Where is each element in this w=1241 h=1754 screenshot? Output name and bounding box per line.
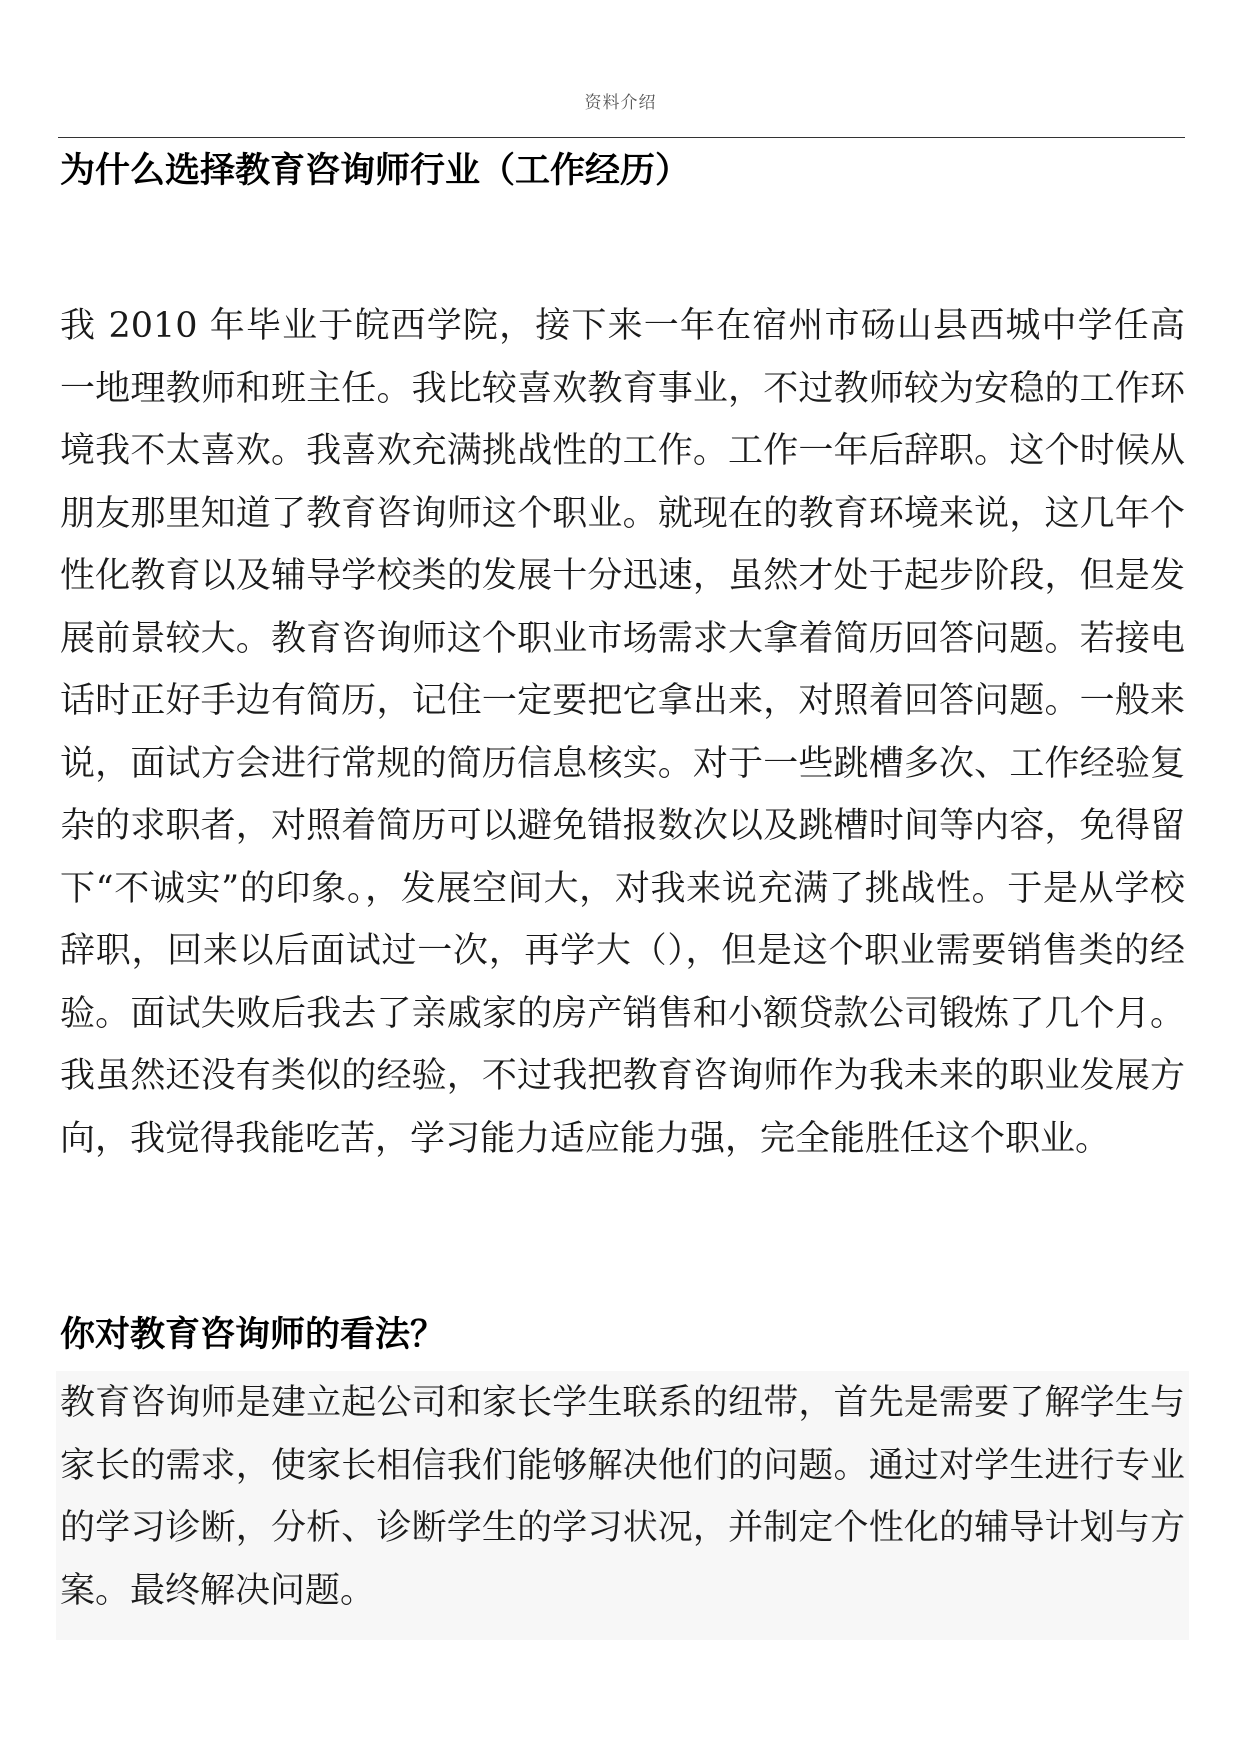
section-heading: 你对教育咨询师的看法？: [60, 1314, 446, 1355]
section-paragraph: 教育咨询师是建立起公司和家长学生联系的纽带，首先是需要了解学生与家长的需求，使家长相信我们能够解决他们的问题。通过对学生进行专业的学习诊断，分析、诊断学生的学习状况，并制定个性化的辅导计划与方案。最终解决问题。: [60, 1383, 1185, 1611]
section-heading: 为什么选择教育咨询师行业（工作经历）: [60, 150, 691, 191]
section-paragraph: 我 2010 年毕业于皖西学院，接下来一年在宿州市砀山县西城中学任高一地理教师和班主任。我比较喜欢教育事业，不过教师较为安稳的工作环境我不太喜欢。我喜欢充满挑战性的工作。工作一年后辞职。这个时候从朋友那里知道了教育咨询师这个职业。就现在的教育环境来说，这几年个性化教育以及辅导学校类的发展十分迅速，虽然才处于起步阶段，但是发展前景较大。教育咨询师这个职业市场需求大拿着简历回答问题。若接电话时正好手边有简历，记住一定要把它拿出来，对照着回答问题。一般来说，面试方会进行常规的简历信息核实。对于一些跳槽多次、工作经验复杂的求职者，对照着简历可以避免错报数次以及跳槽时间等内容，免得留下“不诚实”的印象。，发展空间大，对我来说充满了挑战性。于是从学校辞职，回来以后面试过一次，再学大（），但是这个职业需要销售类的经验。面试失败后我去了亲戚家的房产销售和小额贷款公司锻炼了几个月。我虽然还没有类似的经验，不过我把教育咨询师作为我未来的职业发展方向，我觉得我能吃苦，学习能力适应能力强，完全能胜任这个职业。: [60, 306, 1185, 1159]
section-career-choice: [60, 148, 1185, 1170]
header-divider: [58, 137, 1185, 138]
section-opinion: [60, 1312, 1185, 1611]
page-header: 资料介绍: [584, 93, 657, 113]
